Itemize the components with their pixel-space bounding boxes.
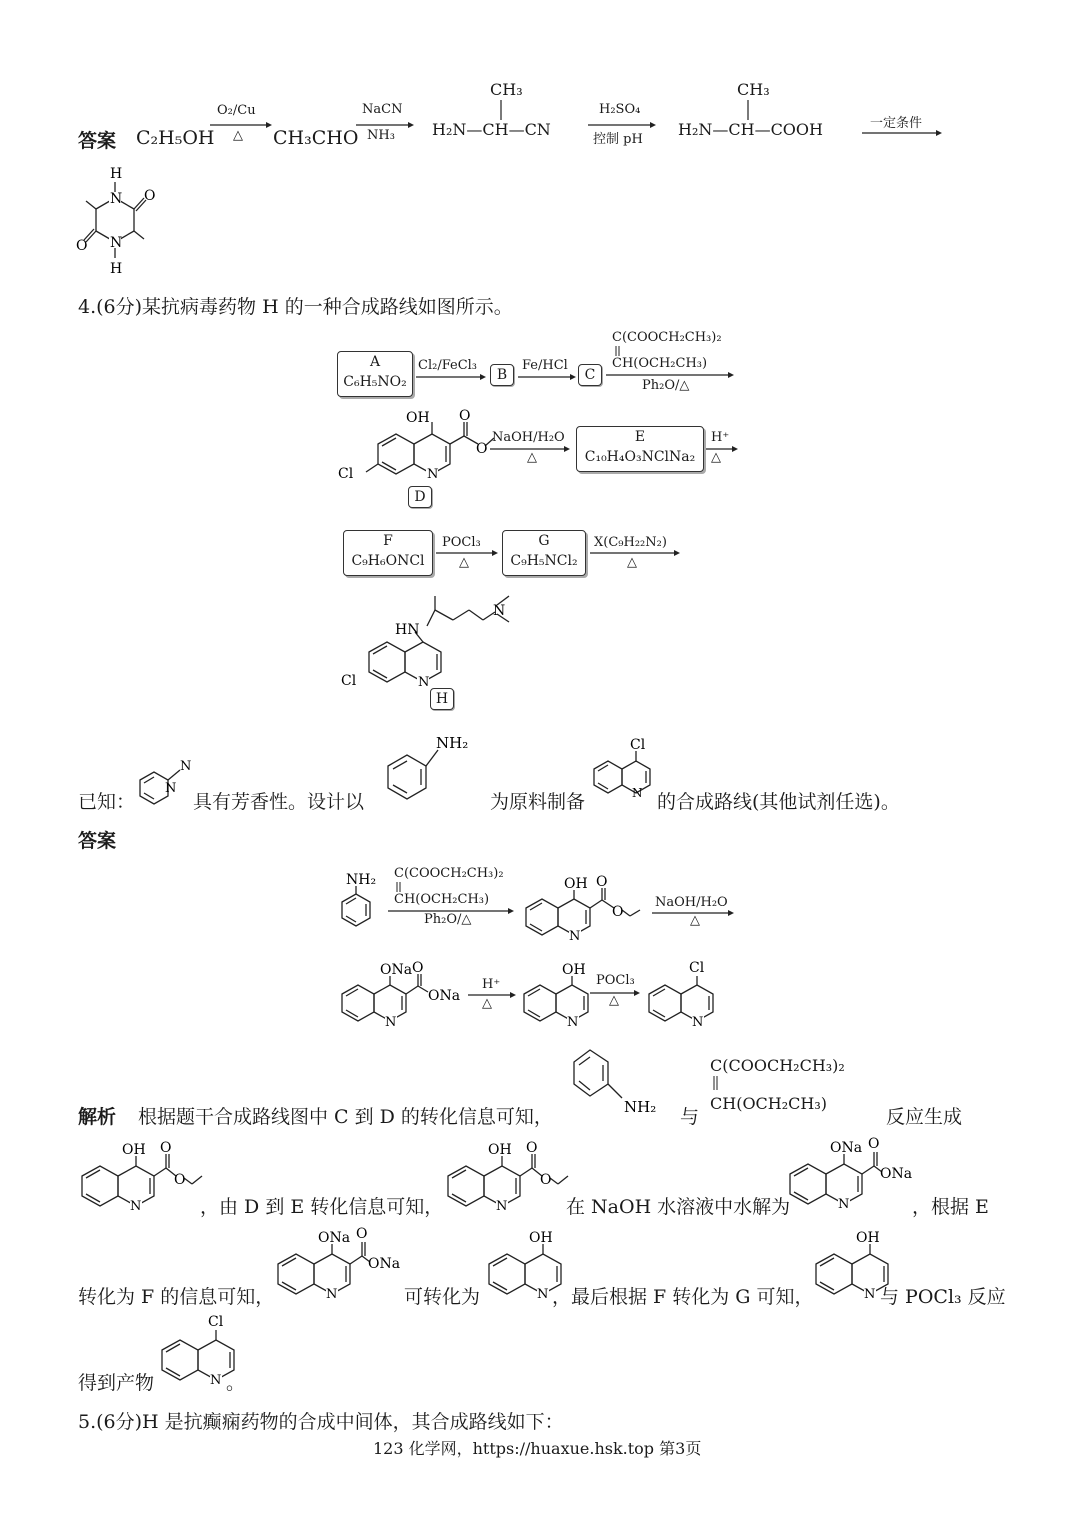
- reagent-ethoxy: CH(OCH₂CH₃): [394, 892, 490, 907]
- ester-quinoline-structure: [78, 1138, 208, 1214]
- cond-heat: △: [459, 555, 469, 570]
- n-label: N: [110, 191, 123, 207]
- cond-h: H⁺: [711, 430, 730, 445]
- bond-b: [747, 100, 751, 122]
- svg-text:OH: OH: [488, 1142, 512, 1158]
- svg-text:Cl: Cl: [689, 960, 705, 976]
- cond-naoh: NaOH/H₂O: [492, 430, 565, 445]
- answer-label: 答案: [78, 130, 117, 152]
- h-label: H: [110, 166, 123, 182]
- svg-text:N: N: [326, 1287, 338, 1302]
- svg-text:N: N: [210, 1373, 222, 1388]
- svg-text:NH₂: NH₂: [624, 1098, 657, 1116]
- hydroxyquinoline-structure: [520, 958, 600, 1030]
- cond-heat: △: [527, 450, 537, 465]
- svg-text:Cl: Cl: [341, 673, 357, 689]
- svg-text:Cl: Cl: [338, 466, 354, 482]
- svg-text:Cl: Cl: [630, 737, 646, 753]
- analysis-line1: 根据题干合成路线图中 C 到 D 的转化信息可知，: [138, 1106, 553, 1128]
- analysis-line3c: ，最后根据 F 转化为 G 可知，: [552, 1286, 814, 1308]
- svg-text:O: O: [174, 1172, 186, 1188]
- cond-ph2o: Ph₂O/△: [424, 912, 472, 927]
- tag-B: B: [490, 364, 514, 386]
- analysis-gen: 反应生成: [886, 1106, 963, 1128]
- aniline-structure: [380, 730, 480, 805]
- ethanol: C₂H₅OH: [136, 127, 215, 149]
- cond-x: X(C₉H₂₂N₂): [594, 535, 667, 550]
- svg-text:N: N: [838, 1197, 850, 1212]
- svg-text:O: O: [356, 1226, 368, 1242]
- compound-H-structure: [335, 590, 515, 690]
- svg-text:N: N: [493, 603, 506, 619]
- tag-H: H: [430, 688, 454, 710]
- bond-a: [500, 100, 504, 122]
- ch3-a: CH₃: [490, 80, 523, 99]
- arrow-r2: [518, 374, 578, 384]
- cond-heat: △: [233, 128, 243, 143]
- tag-D: D: [408, 486, 432, 508]
- box-G-name: G: [538, 533, 550, 549]
- arrow-r6: [436, 550, 500, 560]
- reagent-ethoxy: CH(OCH₂CH₃): [710, 1094, 828, 1113]
- box-E-name: E: [634, 429, 646, 445]
- box-E: [576, 426, 704, 472]
- svg-text:OH: OH: [562, 962, 586, 978]
- cond-fehcl: Fe/HCl: [522, 358, 568, 373]
- diketopiperazine-structure: [70, 160, 160, 280]
- arrow-d: [590, 990, 642, 1000]
- reagent-malonate: C(COOCH₂CH₃)₂: [394, 866, 504, 881]
- box-E-formula: C₁₀H₄O₃NClNa₂: [584, 449, 696, 465]
- analysis-line2c: ，根据 E: [912, 1196, 989, 1218]
- analysis-line4: 得到产物: [78, 1372, 155, 1394]
- analysis-line3d: 与 POCl₃ 反应: [880, 1286, 1006, 1308]
- analysis-line3b: 可转化为: [404, 1286, 481, 1308]
- page-footer: 123 化学网，https://huaxue.hsk.top 第3页: [373, 1439, 702, 1458]
- svg-text:N: N: [567, 1015, 579, 1030]
- svg-text:N: N: [496, 1199, 508, 1214]
- ch3-b: CH₃: [737, 80, 770, 99]
- q4-title: 4.(6分)某抗病毒药物 H 的一种合成路线如图所示。: [78, 296, 513, 318]
- aminonitrile: H₂N—CH—CN: [432, 120, 551, 139]
- svg-text:O: O: [476, 441, 488, 457]
- box-A: [337, 351, 413, 397]
- cond-naoh: NaOH/H₂O: [655, 895, 728, 910]
- reagent-malonate: C(COOCH₂CH₃)₂: [710, 1056, 845, 1075]
- svg-text:N: N: [692, 1015, 704, 1030]
- svg-text:N: N: [427, 467, 439, 482]
- svg-text:OH: OH: [856, 1230, 880, 1246]
- svg-text:ONa: ONa: [830, 1140, 863, 1156]
- svg-text:N: N: [418, 675, 430, 690]
- ester-quinoline-structure: [520, 872, 650, 944]
- svg-text:NH₂: NH₂: [346, 872, 377, 888]
- compound-D-structure: [330, 408, 490, 488]
- tag-C: C: [578, 364, 602, 386]
- q5-title: 5.(6分)H 是抗癫痫药物的合成中间体，其合成路线如下：: [78, 1411, 564, 1433]
- svg-text:O: O: [612, 904, 624, 920]
- box-G-formula: C₉H₅NCl₂: [510, 553, 578, 569]
- svg-text:OH: OH: [406, 410, 430, 426]
- cond-h2so4: H₂SO₄: [599, 102, 641, 117]
- arrow-1: [210, 122, 270, 132]
- svg-text:O: O: [596, 874, 608, 890]
- aniline-structure: [336, 870, 396, 940]
- svg-text:O: O: [526, 1140, 538, 1156]
- analysis-line3a: 转化为 F 的信息可知，: [78, 1286, 275, 1308]
- analysis-label: 解析: [78, 1106, 117, 1128]
- cond-certain: 一定条件: [870, 116, 923, 131]
- box-A-name: A: [369, 354, 381, 370]
- o-label: O: [76, 238, 88, 254]
- box-F-formula: C₉H₆ONCl: [351, 553, 425, 569]
- arrow-4: [862, 130, 944, 140]
- chloroquinoline-structure: [645, 958, 725, 1030]
- svg-text:NH₂: NH₂: [436, 734, 469, 752]
- svg-text:O: O: [540, 1172, 552, 1188]
- svg-text:N: N: [180, 759, 192, 774]
- cond-cl2: Cl₂/FeCl₃: [418, 358, 478, 373]
- disodium-salt-structure: [786, 1136, 926, 1212]
- arrow-c: [468, 992, 518, 1002]
- svg-text:ONa: ONa: [428, 988, 461, 1004]
- known-mid2: 为原料制备: [490, 791, 586, 813]
- arrow-2: [356, 122, 416, 132]
- svg-text:OH: OH: [564, 876, 588, 892]
- h-label: H: [110, 261, 123, 277]
- cond-h: H⁺: [482, 977, 501, 992]
- svg-text:OH: OH: [122, 1142, 146, 1158]
- arrow-a: [388, 908, 516, 918]
- disodium-salt-structure: [274, 1226, 414, 1302]
- cond-heat: △: [711, 450, 721, 465]
- known-end: 的合成路线(其他试剂任选)。: [657, 791, 900, 813]
- o-label: O: [144, 188, 156, 204]
- svg-text:ONa: ONa: [380, 962, 413, 978]
- n-label: N: [110, 235, 123, 251]
- answer-label: 答案: [78, 830, 117, 852]
- reagent-malonate: C(COOCH₂CH₃)₂: [612, 330, 722, 345]
- svg-text:N: N: [569, 929, 581, 944]
- svg-text:N: N: [632, 786, 643, 800]
- svg-text:N: N: [130, 1199, 142, 1214]
- box-F: [343, 530, 433, 576]
- known-prefix: 已知：: [78, 791, 136, 813]
- box-G: [502, 530, 586, 576]
- analysis-line2a: ，由 D 到 E 转化信息可知，: [200, 1196, 444, 1218]
- arrow-b: [652, 910, 736, 920]
- cond-o2cu: O₂/Cu: [217, 103, 256, 118]
- svg-text:N: N: [537, 1287, 549, 1302]
- cond-heat: △: [627, 555, 637, 570]
- arrow-r1: [416, 374, 488, 384]
- svg-text:O: O: [412, 960, 424, 976]
- svg-text:O: O: [459, 408, 471, 424]
- svg-text:ONa: ONa: [880, 1166, 913, 1182]
- svg-text:O: O: [868, 1136, 880, 1152]
- arrow-r7: [590, 550, 682, 560]
- box-A-formula: C₆H₅NO₂: [343, 374, 407, 390]
- svg-text:Cl: Cl: [208, 1314, 224, 1330]
- chloroquinoline-structure: [590, 735, 660, 805]
- reagent-ethoxy: CH(OCH₂CH₃): [612, 356, 708, 371]
- arrow-r4: [490, 446, 572, 456]
- known-mid: 具有芳香性。设计以: [193, 791, 365, 813]
- svg-text:HN: HN: [395, 622, 420, 638]
- aniline-structure: [570, 1040, 670, 1120]
- svg-text:N: N: [385, 1015, 397, 1030]
- svg-text:N: N: [165, 781, 177, 796]
- arrow-3: [588, 122, 658, 132]
- acetaldehyde: CH₃CHO: [273, 127, 359, 149]
- cond-nh3: NH₃: [367, 128, 395, 143]
- cond-nacn: NaCN: [362, 102, 403, 117]
- cond-ph2o: Ph₂O/△: [642, 378, 690, 393]
- disodium-salt-structure: [336, 958, 466, 1030]
- box-F-name: F: [383, 533, 393, 549]
- arrow-r5: [706, 446, 740, 456]
- analysis-line2b: 在 NaOH 水溶液中水解为: [566, 1196, 791, 1218]
- svg-text:OH: OH: [529, 1230, 553, 1246]
- cond-pocl3: POCl₃: [596, 973, 635, 988]
- arrow-r3: [606, 372, 736, 382]
- svg-text:O: O: [160, 1140, 172, 1156]
- cond-ph: 控制 pH: [593, 132, 643, 147]
- ester-quinoline-structure: [444, 1138, 574, 1214]
- svg-text:N: N: [864, 1287, 876, 1302]
- analysis-line4-end: 。: [226, 1372, 246, 1394]
- double-bond-3: [713, 1076, 719, 1092]
- svg-text:ONa: ONa: [318, 1230, 351, 1246]
- pyridine-n-structure: [136, 758, 196, 808]
- svg-text:ONa: ONa: [368, 1256, 401, 1272]
- cond-heat: △: [609, 993, 619, 1008]
- cond-heat: △: [690, 913, 700, 928]
- cond-pocl3: POCl₃: [442, 535, 481, 550]
- alanine: H₂N—CH—COOH: [678, 120, 823, 139]
- cond-heat: △: [482, 996, 492, 1011]
- analysis-with: 与: [680, 1106, 700, 1128]
